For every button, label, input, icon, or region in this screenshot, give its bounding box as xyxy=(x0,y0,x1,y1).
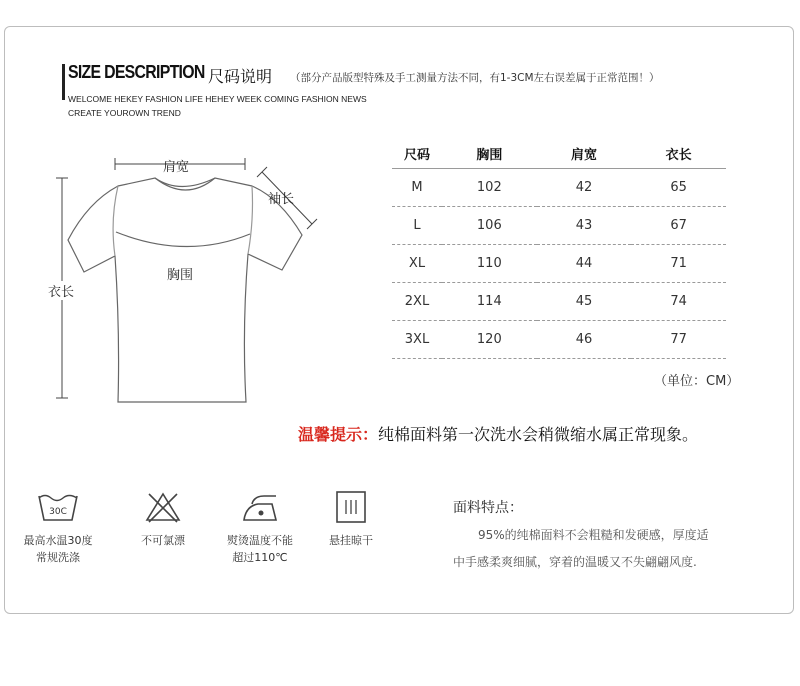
care-line: 熨烫温度不能 xyxy=(227,534,293,547)
care-tip xyxy=(298,422,698,445)
fabric-title: 面料特点： xyxy=(453,500,523,516)
wash-temp-text: 30C xyxy=(49,507,67,517)
care-item-iron xyxy=(210,490,310,566)
table-row xyxy=(392,207,726,245)
wash-30-icon xyxy=(36,490,80,526)
care-text xyxy=(113,532,213,549)
shoulder-label: 肩宽 xyxy=(163,160,190,175)
hang-dry-icon xyxy=(329,490,373,526)
cell: L xyxy=(392,207,442,245)
cell: 77 xyxy=(631,321,726,359)
table-row xyxy=(392,169,726,207)
fabric-desc-line1: 95%的纯棉面料不会粗糙和发硬感，厚度适 xyxy=(478,528,709,542)
cell: 74 xyxy=(631,283,726,321)
cell: 2XL xyxy=(392,283,442,321)
table-row xyxy=(392,321,726,359)
table-row xyxy=(392,283,726,321)
cell: 71 xyxy=(631,245,726,283)
header-subtitle-2: CREATE YOUROWN TREND xyxy=(68,108,181,118)
cell: 45 xyxy=(537,283,632,321)
col-header-size: 尺码 xyxy=(392,138,442,169)
tshirt-collar xyxy=(155,178,215,190)
header-title-en: SIZE DESCRIPTION xyxy=(68,62,205,82)
fabric-desc-line2: 中手感柔爽细腻，穿着的温暖又不失翩翩风度. xyxy=(453,555,697,569)
col-header-chest: 胸围 xyxy=(442,138,537,169)
tip-label: 温馨提示： xyxy=(298,425,379,444)
care-item-wash xyxy=(8,490,108,566)
care-line: 悬挂晾干 xyxy=(329,534,373,547)
chest-label: 胸围 xyxy=(167,268,194,283)
care-line: 常规洗涤 xyxy=(36,551,80,564)
cell: M xyxy=(392,169,442,207)
cell: 65 xyxy=(631,169,726,207)
cell: 43 xyxy=(537,207,632,245)
header-title-cn: 尺码说明 xyxy=(208,67,273,86)
unit-label: （单位：CM） xyxy=(654,374,740,389)
iron-icon xyxy=(238,490,282,526)
cell: 106 xyxy=(442,207,537,245)
care-text xyxy=(301,532,401,549)
cell: 46 xyxy=(537,321,632,359)
cell: XL xyxy=(392,245,442,283)
tshirt-outline xyxy=(68,178,302,402)
cell: 44 xyxy=(537,245,632,283)
length-label: 衣长 xyxy=(48,281,74,300)
header-note: （部分产品版型特殊及手工测量方法不同，有1-3CM左右误差属于正常范围！） xyxy=(290,72,660,84)
cell: 102 xyxy=(442,169,537,207)
cell: 120 xyxy=(442,321,537,359)
col-header-length: 衣长 xyxy=(631,138,726,169)
col-header-shoulder: 肩宽 xyxy=(537,138,632,169)
left-sleeve-seam xyxy=(113,186,118,256)
care-item-no-bleach xyxy=(113,490,213,549)
tip-text: 纯棉面料第一次洗水会稍微缩水属正常现象。 xyxy=(378,425,699,444)
header-subtitle-1: WELCOME HEKEY FASHION LIFE HEHEY WEEK COMING FASHION NEWS xyxy=(68,94,367,104)
cell: 42 xyxy=(537,169,632,207)
care-text xyxy=(8,532,108,566)
sleeve-label: 袖长 xyxy=(268,192,295,207)
right-sleeve-seam xyxy=(248,186,253,254)
cell: 110 xyxy=(442,245,537,283)
table-row xyxy=(392,245,726,283)
care-line: 超过110℃ xyxy=(232,551,288,564)
size-table-header xyxy=(392,138,726,169)
cell: 67 xyxy=(631,207,726,245)
care-text xyxy=(210,532,310,566)
header-accent-bar xyxy=(62,64,65,100)
care-line: 不可氯漂 xyxy=(141,534,185,547)
cell: 3XL xyxy=(392,321,442,359)
size-table xyxy=(392,138,726,359)
no-bleach-icon xyxy=(141,490,185,526)
care-line: 最高水温30度 xyxy=(23,534,93,547)
chest-line xyxy=(116,232,250,247)
care-item-hang-dry xyxy=(301,490,401,549)
cell: 114 xyxy=(442,283,537,321)
